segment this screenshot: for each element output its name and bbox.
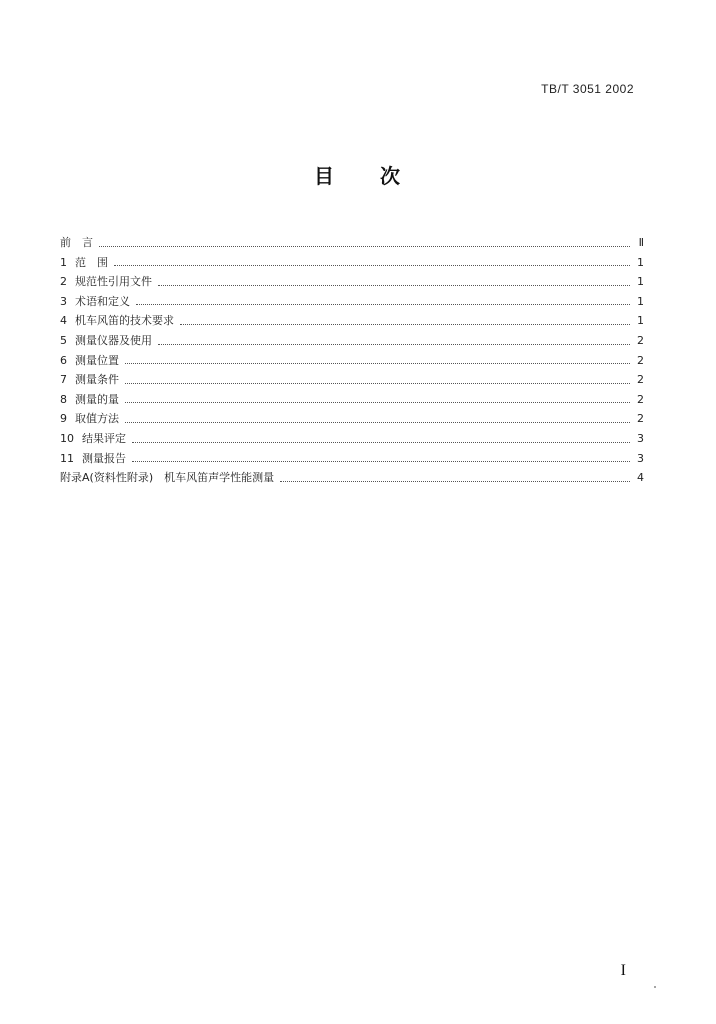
toc-leader-dots (132, 441, 630, 443)
toc-entry-page: 2 (637, 392, 644, 406)
toc-leader-dots (125, 362, 630, 364)
toc-leader-dots (158, 343, 630, 345)
toc-leader-dots (99, 245, 630, 247)
toc-entry-appendix-a[interactable] (60, 469, 644, 489)
toc-entry-number: 6 (60, 353, 67, 367)
table-of-contents (60, 234, 644, 489)
toc-entry-number: 11 (60, 451, 74, 465)
toc-entry-label: 结果评定 (82, 431, 126, 445)
toc-entry-measurement-report[interactable] (60, 450, 644, 470)
toc-entry-terms-definitions[interactable] (60, 293, 644, 313)
toc-entry-label: 术语和定义 (75, 294, 130, 308)
toc-entry-page: 1 (637, 275, 644, 289)
toc-entry-label: 取值方法 (75, 412, 119, 426)
toc-entry-scope[interactable] (60, 254, 644, 274)
toc-entry-measurement-conditions[interactable] (60, 371, 644, 391)
toc-leader-dots (125, 401, 630, 403)
toc-entry-page: 2 (637, 353, 644, 367)
toc-entry-number: 10 (60, 431, 74, 445)
toc-entry-page: 2 (637, 412, 644, 426)
toc-entry-number: 4 (60, 314, 67, 328)
title-char-2: 次 (380, 164, 402, 188)
toc-entry-number: 1 (60, 255, 67, 269)
toc-entry-measurement-position[interactable] (60, 352, 644, 372)
toc-entry-label: 测量位置 (75, 353, 119, 367)
toc-leader-dots (158, 284, 630, 286)
toc-leader-dots (280, 480, 630, 482)
toc-entry-page: 2 (637, 373, 644, 387)
toc-entry-label: 前 言 (60, 236, 93, 249)
toc-entry-label: 附录A(资料性附录) 机车风笛声学性能测量 (60, 471, 275, 485)
toc-leader-dots (125, 382, 630, 384)
toc-entry-page: 1 (637, 314, 644, 328)
toc-entry-label: 机车风笛的技术要求 (75, 314, 174, 328)
title-char-1: 目 (314, 164, 336, 188)
toc-entry-label: 测量报告 (82, 451, 126, 465)
toc-entry-number: 8 (60, 392, 67, 406)
toc-entry-measured-quantities[interactable] (60, 391, 644, 411)
toc-entry-page: 4 (637, 471, 644, 485)
toc-entry-number: 2 (60, 275, 67, 289)
page-title (0, 160, 716, 189)
toc-entry-page: 2 (637, 333, 644, 347)
toc-entry-page: 3 (637, 451, 644, 465)
toc-entry-label: 范 围 (75, 255, 108, 269)
toc-entry-number: 9 (60, 412, 67, 426)
toc-entry-label: 测量条件 (75, 373, 119, 387)
page-number: I (620, 962, 626, 979)
toc-entry-page: 1 (637, 294, 644, 308)
toc-entry-number: 3 (60, 294, 67, 308)
toc-entry-technical-requirements[interactable] (60, 312, 644, 332)
standard-code: TB/T 3051 2002 (541, 82, 634, 96)
toc-entry-page: Ⅱ (638, 236, 644, 249)
toc-entry-normative-references[interactable] (60, 273, 644, 293)
toc-entry-label: 测量的量 (75, 392, 119, 406)
toc-leader-dots (136, 303, 630, 305)
scan-speck (654, 986, 656, 988)
toc-leader-dots (132, 460, 630, 462)
toc-entry-instruments[interactable] (60, 332, 644, 352)
toc-entry-label: 测量仪器及使用 (75, 333, 152, 347)
toc-entry-page: 1 (637, 255, 644, 269)
toc-entry-page: 3 (637, 431, 644, 445)
toc-entry-value-method[interactable] (60, 410, 644, 430)
toc-entry-foreword[interactable] (60, 234, 644, 254)
toc-entry-result-evaluation[interactable] (60, 430, 644, 450)
toc-entry-number: 5 (60, 333, 67, 347)
toc-leader-dots (125, 421, 630, 423)
toc-leader-dots (114, 264, 630, 266)
toc-entry-label: 规范性引用文件 (75, 275, 152, 289)
toc-leader-dots (180, 323, 630, 325)
toc-entry-number: 7 (60, 373, 67, 387)
